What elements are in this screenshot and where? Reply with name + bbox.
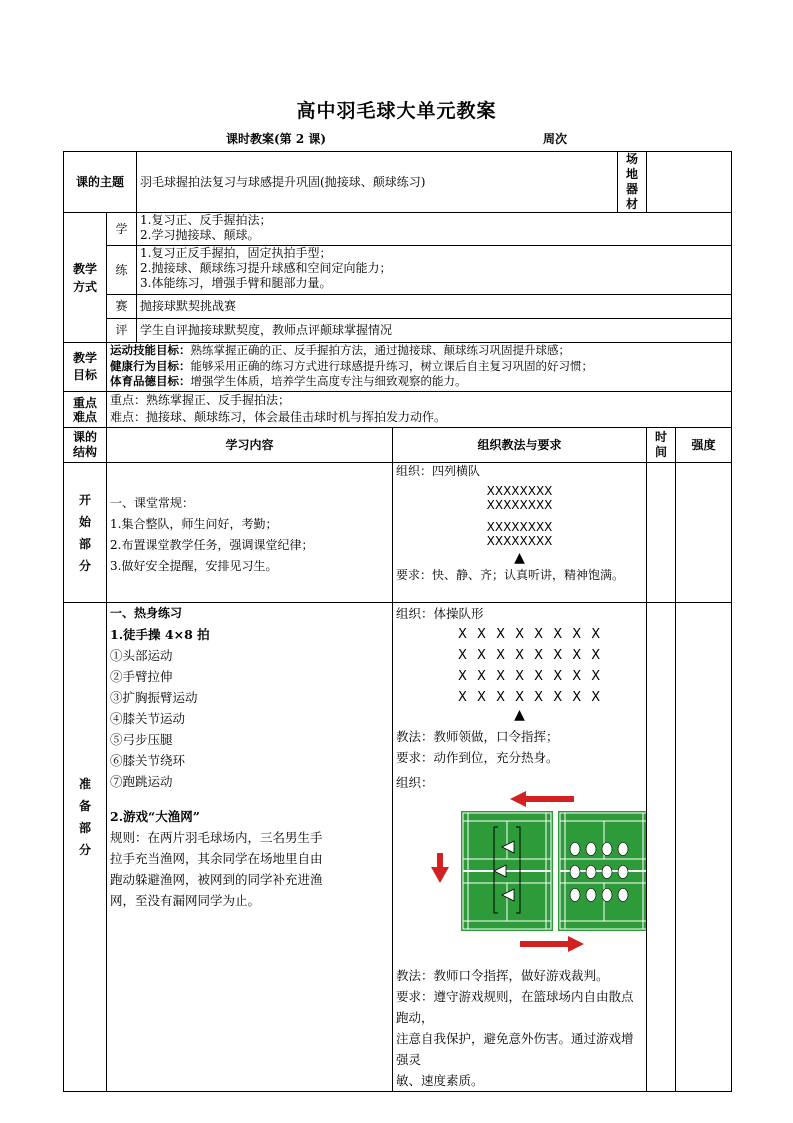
method-key-learn: 学 — [107, 213, 137, 246]
topic-label: 课的主题 — [64, 152, 137, 213]
opening-formation: XXXXXXXX XXXXXXXX XXXXXXXX XXXXXXXX — [486, 484, 553, 548]
teacher-marker: ▲ — [514, 550, 525, 566]
opening-label: 开 始 部 分 — [64, 463, 107, 603]
fishing-net-game-diagram — [428, 791, 647, 953]
opening-organization: 组织：四列横队 XXXXXXXX XXXXXXXX XXXXXXXX XXXXXXXX ▲ 要求：快、静、齐；认真听讲，精神饱满。 — [393, 463, 647, 603]
method-evaluate-content: 学生自评抛接球默契度，教师点评颠球掌握情况 — [137, 319, 732, 343]
arrow-down-icon — [431, 853, 449, 883]
method-key-compete: 赛 — [107, 295, 137, 319]
opening-content: 一、课堂常规： 1.集合整队，师生问好，考勤； 2.布置课堂教学任务，强调课堂纪律； 3.做好安全提醒，安排见习生。 — [107, 463, 393, 603]
venue-label: 场地器材 — [618, 152, 647, 213]
prep-label: 准 备 部 分 — [64, 603, 107, 1092]
lesson-plan-table — [63, 151, 732, 1092]
week-label: 周次 — [543, 132, 568, 146]
goals-content: 运动技能目标：熟练掌握正确的正、反手握拍方法，通过抛接球、颠球练习巩固提升球感； 健康行为目标：能够采用正确的练习方式进行球感提升练习，树立课后自主复习巩固的好习惯； 体育品德目标：增强学生体质，培养学生高度专注与细致观察的能力。 — [107, 343, 732, 392]
lesson-number: 课时教案(第 2 课) — [226, 132, 327, 146]
page-title: 高中羽毛球大单元教案 — [296, 100, 497, 122]
method-label: 教学方式 — [64, 213, 107, 343]
method-key-practice: 练 — [107, 246, 137, 295]
structure-header-method: 组织教法与要求 — [393, 428, 647, 463]
topic-value: 羽毛球握拍法复习与球感提升巩固(抛接球、颠球练习) — [137, 152, 618, 213]
keypoints-label: 重点难点 — [64, 392, 107, 428]
prep-organization: 组织：体操队形 X X X X X X X X X X X X X X X X X X X X X X X X X X X X X X X X ▲ 教法：教师领做，口令指挥； 要求：动作到位，充分热身。 组织： 教法：教师口令指挥，做好游戏裁判。 要求：遵守游戏规则，在篮球场内自由散点跑动， 注意自我保护，避免意外伤害。通过游戏增强灵 敏、速度素质。 — [393, 603, 647, 1092]
structure-header-time: 时间 — [647, 428, 676, 463]
structure-header-intensity: 强度 — [676, 428, 732, 463]
structure-header-label: 课的结构 — [64, 428, 107, 463]
arrow-right-icon — [520, 936, 584, 952]
prep-time — [647, 603, 676, 1092]
teacher-marker-2: ▲ — [514, 707, 525, 723]
arrow-left-icon — [510, 791, 574, 807]
method-compete-content: 抛接球默契挑战赛 — [137, 295, 732, 319]
method-learn-content: 1.复习正、反手握拍法； 2.学习抛接球、颠球。 — [137, 213, 732, 246]
structure-header-content: 学习内容 — [107, 428, 393, 463]
prep-intensity — [676, 603, 732, 1092]
opening-intensity — [676, 463, 732, 603]
method-key-evaluate: 评 — [107, 319, 137, 343]
method-practice-content: 1.复习正反手握拍，固定执拍手型； 2.抛接球、颠球练习提升球感和空间定向能力； 3.体能练习，增强手臂和腿部力量。 — [137, 246, 732, 295]
venue-value — [647, 152, 732, 213]
opening-time — [647, 463, 676, 603]
goals-label: 教学目标 — [64, 343, 107, 392]
gym-formation: X X X X X X X X X X X X X X X X X X X X X X X X X X X X X X X X — [458, 627, 601, 705]
prep-content: 一、热身练习 1.徒手操 4×8 拍 ①头部运动 ②手臂拉伸 ③扩胸振臂运动 ④膝关节运动 ⑤弓步压腿 ⑥膝关节绕环 ⑦跑跳运动 2.游戏“大渔网” 规则：在两片羽毛球场内，三名男生手 拉手充当渔网，其余同学在场地里自由 跑动躲避渔网，被网到的同学补充进渔 网，至没有漏网同学为止。 — [107, 603, 393, 1092]
keypoints-content: 重点：熟练掌握正、反手握拍法； 难点：抛接球、颠球练习，体会最佳击球时机与挥拍发力动作。 — [107, 392, 732, 428]
